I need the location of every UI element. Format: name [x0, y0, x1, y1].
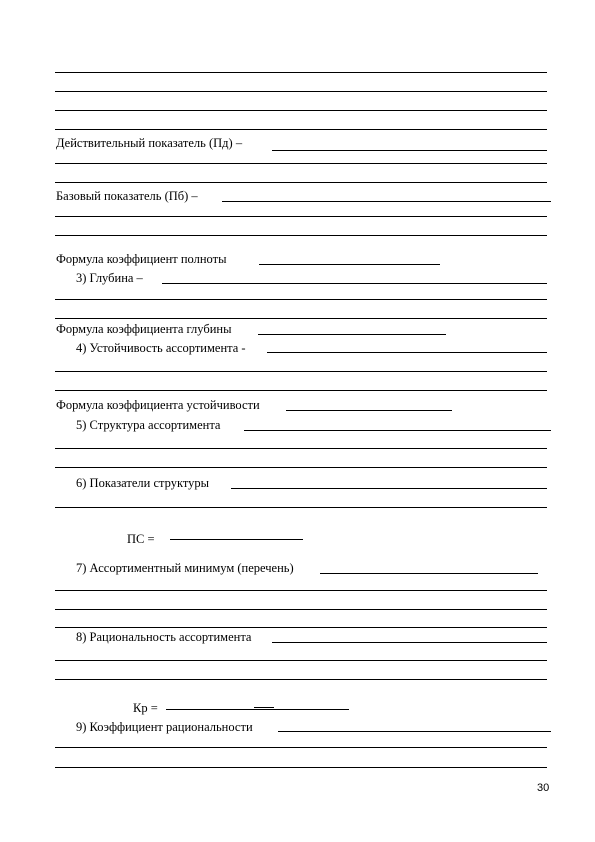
- answer-line: [244, 430, 551, 431]
- blank-line: [55, 767, 547, 768]
- item-8-rationality-label: 8) Рациональность ассортимента: [76, 630, 252, 644]
- blank-line: [55, 590, 547, 591]
- answer-line: [162, 283, 547, 284]
- blank-line: [55, 609, 547, 610]
- answer-line: [166, 709, 349, 710]
- blank-line: [55, 660, 547, 661]
- blank-line: [55, 467, 547, 468]
- item-5-structure-label: 5) Структура ассортимента: [76, 418, 221, 432]
- answer-line: [254, 707, 274, 708]
- blank-line: [55, 390, 547, 391]
- blank-line: [55, 747, 547, 748]
- page-number: 30: [537, 782, 550, 794]
- kr-formula-label: Кр =: [133, 701, 158, 715]
- blank-line: [55, 679, 547, 680]
- answer-line: [272, 150, 547, 151]
- blank-line: [55, 299, 547, 300]
- blank-line: [55, 182, 547, 183]
- ps-formula-label: ПС =: [127, 532, 155, 546]
- blank-line: [55, 235, 547, 236]
- blank-line: [55, 91, 547, 92]
- answer-line: [278, 731, 551, 732]
- answer-line: [286, 410, 452, 411]
- blank-line: [55, 318, 547, 319]
- answer-line: [272, 642, 547, 643]
- blank-line: [55, 627, 547, 628]
- item-3-depth-label: 3) Глубина –: [76, 271, 143, 285]
- answer-line: [222, 201, 551, 202]
- item-9-rationality-coefficient-label: 9) Коэффициент рациональности: [76, 720, 253, 734]
- depth-formula-label: Формула коэффициента глубины: [56, 322, 232, 336]
- answer-line: [231, 488, 547, 489]
- stability-formula-label: Формула коэффициента устойчивости: [56, 398, 260, 412]
- blank-line: [55, 163, 547, 164]
- blank-line: [55, 448, 547, 449]
- item-6-structure-indicators-label: 6) Показатели структуры: [76, 476, 210, 490]
- answer-line: [170, 539, 303, 540]
- answer-line: [258, 334, 446, 335]
- item-4-stability-label: 4) Устойчивость ассортимента -: [76, 341, 246, 355]
- blank-line: [55, 507, 547, 508]
- answer-line: [320, 573, 538, 574]
- blank-line: [55, 110, 547, 111]
- actual-indicator-label: Действительный показатель (Пд) –: [56, 136, 243, 150]
- blank-line: [55, 72, 547, 73]
- base-indicator-label: Базовый показатель (Пб) –: [56, 189, 198, 203]
- item-7-minimum-label: 7) Ассортиментный минимум (перечень): [76, 561, 294, 575]
- blank-line: [55, 216, 547, 217]
- answer-line: [259, 264, 440, 265]
- blank-line: [55, 129, 547, 130]
- answer-line: [267, 352, 547, 353]
- blank-line: [55, 371, 547, 372]
- completeness-formula-label: Формула коэффициент полноты: [56, 252, 227, 266]
